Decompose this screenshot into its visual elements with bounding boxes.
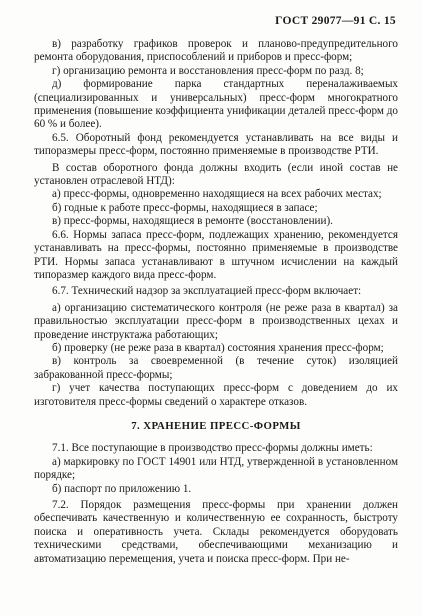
- paragraph-item-b: б) годные к работе пресс-формы, находящиеся в запасе;: [52, 201, 318, 214]
- paragraph-item-v: в) разработку графиков проверок и планово-предупредительного ремонта оборудования, приспособлений и приборов и пресс-форм;: [34, 38, 398, 64]
- paragraph-6-5: 6.5. Оборотный фонд рекомендуется устанавливать на все виды и типоразмеры пресс-форм, постоянно применяемые в производстве РТИ.: [34, 131, 398, 158]
- paragraph-supervision-v: в) контроль за своевременной (в течение суток) изоляцией забракованной пресс-формы;: [34, 355, 398, 381]
- paragraph-7-2: 7.2. Порядок размещения пресс-формы при хранении должен обеспечивать качественную и количественную ее сохранность, быстроту поиска и оперативность учета. Склады рекомендуется оборудовать техническими средствами, обеспечивающими механизацию и автоматизацию перемещения, учета и поиска пресс-форм. При не-: [34, 499, 398, 565]
- paragraph-6-7: 6.7. Технический надзор за эксплуатацией пресс-форм включает:: [52, 285, 362, 298]
- paragraph-7-1-b: б) паспорт по приложению 1.: [52, 482, 192, 495]
- paragraph-7-1: 7.1. Все поступающие в производство пресс-формы должны иметь:: [52, 442, 373, 455]
- paragraph-item-a: а) пресс-формы, одновременно находящиеся на всех рабочих местах;: [52, 188, 382, 201]
- paragraph-7-1-a: а) маркировку по ГОСТ 14901 или НТД, утвержденной в установленном порядке;: [34, 455, 398, 482]
- paragraph-supervision-a: а) организацию систематического контроля (не реже раза в квартал) за правильностью эксплуатации пресс-форм в производственных цехах и проведение инструктажа работающих;: [34, 301, 398, 341]
- section-title: 7. ХРАНЕНИЕ ПРЕСС-ФОРМЫ: [131, 419, 301, 432]
- paragraph-item-g: г) организацию ремонта и восстановления пресс-форм по разд. 8;: [52, 64, 364, 77]
- paragraph-6-6: 6.6. Нормы запаса пресс-форм, подлежащих хранению, рекомендуется устанавливать на пресс-формы, постоянно применяемые в производстве РТИ. Нормы запаса устанавливают в штучном исчислении на каждый типоразмер каждого вида пресс-форм.: [34, 228, 398, 281]
- paragraph-supervision-b: б) проверку (не реже раза в квартал) состояния хранения пресс-форм;: [52, 341, 384, 354]
- paragraph-item-d: д) формирование парка стандартных переналаживаемых (специализированных и универсальных) пресс-форм многократного применения (повышение коэффициента унификации деталей пресс-форм до 60 % и более).: [34, 78, 398, 131]
- paragraph-fund-composition: В состав оборотного фонда должны входить (если иной состав не установлен отраслевой НТД):: [34, 161, 398, 188]
- paragraph-item-v-repair: в) пресс-формы, находящиеся в ремонте (восстановлении).: [52, 215, 333, 228]
- page-header: ГОСТ 29077—91 С. 15: [275, 15, 396, 27]
- page-body: [34, 38, 398, 566]
- paragraph-supervision-g: г) учет качества поступающих пресс-форм с доведением до их изготовителя пресс-формы сведений о характере отказов.: [34, 382, 398, 408]
